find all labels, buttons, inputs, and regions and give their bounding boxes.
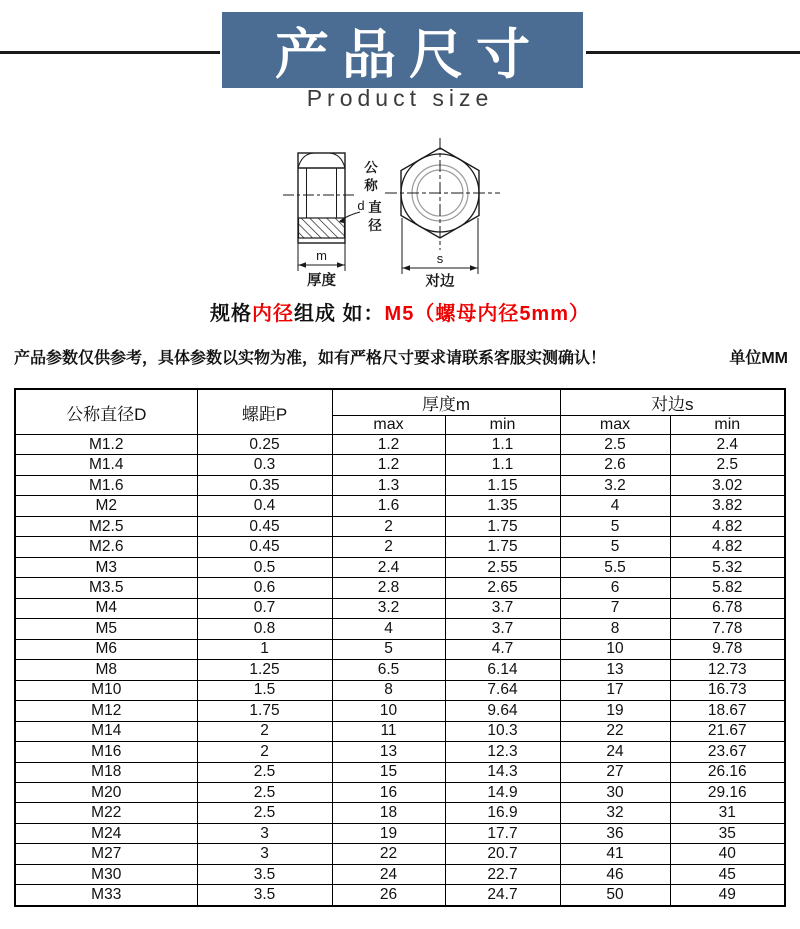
table-cell: M1.6 [15, 475, 197, 495]
spec-text-red-1: 内径 [251, 303, 294, 325]
col-header-diameter: 公称直径D [15, 389, 197, 435]
table-cell: 36 [560, 823, 670, 843]
table-cell: 3.5 [197, 885, 332, 906]
table-cell: 3.02 [670, 475, 785, 495]
table-cell: 1.2 [332, 455, 445, 475]
table-cell: 4 [560, 496, 670, 516]
table-cell: M33 [15, 885, 197, 906]
table-cell: 4.7 [445, 639, 560, 659]
col-header-s-min: min [670, 416, 785, 435]
table-row [15, 496, 785, 516]
table-cell: 7.64 [445, 680, 560, 700]
table-cell: M20 [15, 782, 197, 802]
table-cell: 5 [560, 516, 670, 536]
thickness-dim-letter: m [316, 248, 327, 263]
table-cell: 5.5 [560, 557, 670, 577]
table-cell: 2.5 [197, 803, 332, 823]
table-cell: M6 [15, 639, 197, 659]
table-cell: M5 [15, 619, 197, 639]
table-cell: 10 [560, 639, 670, 659]
table-cell: 2.5 [560, 435, 670, 455]
table-cell: 0.25 [197, 435, 332, 455]
table-row [15, 823, 785, 843]
table-cell: 20.7 [445, 844, 560, 864]
across-flats-dim-letter: s [436, 251, 444, 266]
spec-line [0, 297, 800, 326]
table-cell: 18.67 [670, 701, 785, 721]
table-cell: M4 [15, 598, 197, 618]
table-cell: 17.7 [445, 823, 560, 843]
table-cell: 1.6 [332, 496, 445, 516]
table-cell: 9.64 [445, 701, 560, 721]
table-row [15, 660, 785, 680]
table-cell: 11 [332, 721, 445, 741]
table-cell: M2.5 [15, 516, 197, 536]
table-cell: 0.35 [197, 475, 332, 495]
table-cell: 31 [670, 803, 785, 823]
unit-label: 单位MM [729, 350, 788, 367]
table-cell: 1.1 [445, 455, 560, 475]
table-cell: 2.8 [332, 578, 445, 598]
table-cell: 2.5 [670, 455, 785, 475]
svg-text:公: 公 [364, 160, 378, 175]
table-cell: M3.5 [15, 578, 197, 598]
table-body [15, 435, 785, 907]
table-cell: 0.45 [197, 516, 332, 536]
table-row [15, 557, 785, 577]
table-cell: 2 [332, 516, 445, 536]
col-group-across-flats: 对边s [560, 389, 785, 416]
spec-text-black-1: 规格 [209, 303, 252, 325]
table-row [15, 844, 785, 864]
table-cell: 2 [197, 742, 332, 762]
svg-text:径: 径 [368, 218, 382, 233]
table-cell: 13 [560, 660, 670, 680]
table-cell: 41 [560, 844, 670, 864]
table-cell: 50 [560, 885, 670, 906]
table-cell: 7 [560, 598, 670, 618]
table-cell: M2 [15, 496, 197, 516]
table-row [15, 782, 785, 802]
table-cell: 2.6 [560, 455, 670, 475]
col-group-thickness: 厚度m [332, 389, 560, 416]
table-cell: M30 [15, 864, 197, 884]
table-cell: M8 [15, 660, 197, 680]
table-cell: 29.16 [670, 782, 785, 802]
table-cell: 40 [670, 844, 785, 864]
svg-text:称: 称 [364, 178, 378, 193]
table-cell: 17 [560, 680, 670, 700]
title-banner [222, 12, 583, 88]
table-cell: 1.15 [445, 475, 560, 495]
table-cell: 8 [560, 619, 670, 639]
table-cell: 1.1 [445, 435, 560, 455]
table-cell: 7.78 [670, 619, 785, 639]
table-cell: M2.6 [15, 537, 197, 557]
table-cell: 0.5 [197, 557, 332, 577]
table-cell: 4.82 [670, 537, 785, 557]
table-row [15, 639, 785, 659]
table-cell: 3.82 [670, 496, 785, 516]
table-cell: 3.2 [332, 598, 445, 618]
table-row [15, 680, 785, 700]
table-row [15, 721, 785, 741]
table-cell: 1.2 [332, 435, 445, 455]
table-cell: 0.4 [197, 496, 332, 516]
table-cell: 27 [560, 762, 670, 782]
nominal-diameter-label [363, 160, 382, 233]
table-cell: 0.7 [197, 598, 332, 618]
table-cell: 6.5 [332, 660, 445, 680]
table-cell: 6.14 [445, 660, 560, 680]
svg-text:直: 直 [368, 200, 382, 215]
table-cell: 1.75 [445, 537, 560, 557]
table-cell: 45 [670, 864, 785, 884]
dimension-table [14, 388, 786, 907]
table-cell: M1.4 [15, 455, 197, 475]
table-row [15, 803, 785, 823]
table-cell: 2.5 [197, 782, 332, 802]
table-cell: 19 [560, 701, 670, 721]
table-cell: 9.78 [670, 639, 785, 659]
table-row [15, 742, 785, 762]
table-cell: 10 [332, 701, 445, 721]
table-cell: M24 [15, 823, 197, 843]
table-cell: 1.35 [445, 496, 560, 516]
table-cell: 5.82 [670, 578, 785, 598]
table-row [15, 537, 785, 557]
col-header-m-max: max [332, 416, 445, 435]
table-row [15, 762, 785, 782]
col-header-m-min: min [445, 416, 560, 435]
table-cell: 22 [332, 844, 445, 864]
table-cell: 21.67 [670, 721, 785, 741]
table-row [15, 455, 785, 475]
table-cell: 1.3 [332, 475, 445, 495]
table-cell: 4 [332, 619, 445, 639]
disclaimer [14, 345, 788, 368]
table-cell: 6.78 [670, 598, 785, 618]
table-cell: 3.7 [445, 598, 560, 618]
col-header-pitch: 螺距P [197, 389, 332, 435]
table-cell: 18 [332, 803, 445, 823]
table-cell: 22.7 [445, 864, 560, 884]
table-cell: 30 [560, 782, 670, 802]
table-cell: 13 [332, 742, 445, 762]
table-row [15, 619, 785, 639]
table-cell: 23.67 [670, 742, 785, 762]
table-cell: 16 [332, 782, 445, 802]
col-header-s-max: max [560, 416, 670, 435]
table-row [15, 435, 785, 455]
table-cell: 2.65 [445, 578, 560, 598]
table-cell: 4.82 [670, 516, 785, 536]
table-cell: 26 [332, 885, 445, 906]
table-cell: 2 [332, 537, 445, 557]
table-cell: 3.5 [197, 864, 332, 884]
table-cell: 6 [560, 578, 670, 598]
table-cell: 2.4 [332, 557, 445, 577]
hex-nut-diagram [280, 138, 570, 293]
table-cell: 26.16 [670, 762, 785, 782]
table-row [15, 598, 785, 618]
table-cell: 2 [197, 721, 332, 741]
table-cell: 5 [560, 537, 670, 557]
table-cell: 1.5 [197, 680, 332, 700]
table-cell: 35 [670, 823, 785, 843]
table-cell: 0.6 [197, 578, 332, 598]
table-cell: 3 [197, 823, 332, 843]
bore-dim-letter: d [357, 198, 365, 213]
table-row [15, 578, 785, 598]
table-cell: 14.3 [445, 762, 560, 782]
table-header-row-1 [15, 389, 785, 416]
divider-line-left [0, 51, 220, 54]
table-cell: 12.3 [445, 742, 560, 762]
table-cell: 24 [332, 864, 445, 884]
table-row [15, 516, 785, 536]
table-cell: 2.5 [197, 762, 332, 782]
divider-line-right [586, 51, 800, 54]
thickness-label: 厚度 [307, 273, 336, 289]
table-cell: 1.75 [197, 701, 332, 721]
table-cell: 3 [197, 844, 332, 864]
table-cell: 24.7 [445, 885, 560, 906]
table-cell: 16.73 [670, 680, 785, 700]
table-cell: 19 [332, 823, 445, 843]
spec-text-red-2: M5（螺母内径5mm） [384, 303, 591, 325]
table-cell: 15 [332, 762, 445, 782]
table-cell: M14 [15, 721, 197, 741]
table-cell: M1.2 [15, 435, 197, 455]
table-cell: 22 [560, 721, 670, 741]
spec-text-black-2: 组成 如： [293, 303, 385, 325]
table-cell: 0.8 [197, 619, 332, 639]
table-cell: 32 [560, 803, 670, 823]
table-cell: 49 [670, 885, 785, 906]
table-cell: 10.3 [445, 721, 560, 741]
page-title: 产品尺寸 [275, 24, 543, 85]
table-cell: 1.25 [197, 660, 332, 680]
table-cell: 1.75 [445, 516, 560, 536]
table-cell: M12 [15, 701, 197, 721]
table-cell: M22 [15, 803, 197, 823]
table-cell: 0.3 [197, 455, 332, 475]
table-row [15, 701, 785, 721]
table-cell: M18 [15, 762, 197, 782]
table-cell: 24 [560, 742, 670, 762]
table-cell: 0.45 [197, 537, 332, 557]
table-cell: 8 [332, 680, 445, 700]
table-cell: 5 [332, 639, 445, 659]
across-flats-label: 对边 [425, 274, 455, 290]
table-cell: 12.73 [670, 660, 785, 680]
table-cell: 2.55 [445, 557, 560, 577]
disclaimer-text: 产品参数仅供参考，具体参数以实物为准，如有严格尺寸要求请联系客服实测确认！ [14, 350, 607, 367]
table-row [15, 864, 785, 884]
table-cell: 16.9 [445, 803, 560, 823]
table-cell: 46 [560, 864, 670, 884]
page-subtitle: Product size [306, 85, 494, 111]
table-cell: M16 [15, 742, 197, 762]
table-cell: 5.32 [670, 557, 785, 577]
table-cell: M27 [15, 844, 197, 864]
table-cell: 3.7 [445, 619, 560, 639]
table-cell: 14.9 [445, 782, 560, 802]
table-cell: 2.4 [670, 435, 785, 455]
table-cell: M3 [15, 557, 197, 577]
table-row [15, 475, 785, 495]
table-cell: 1 [197, 639, 332, 659]
table-row [15, 885, 785, 906]
table-cell: M10 [15, 680, 197, 700]
table-cell: 3.2 [560, 475, 670, 495]
